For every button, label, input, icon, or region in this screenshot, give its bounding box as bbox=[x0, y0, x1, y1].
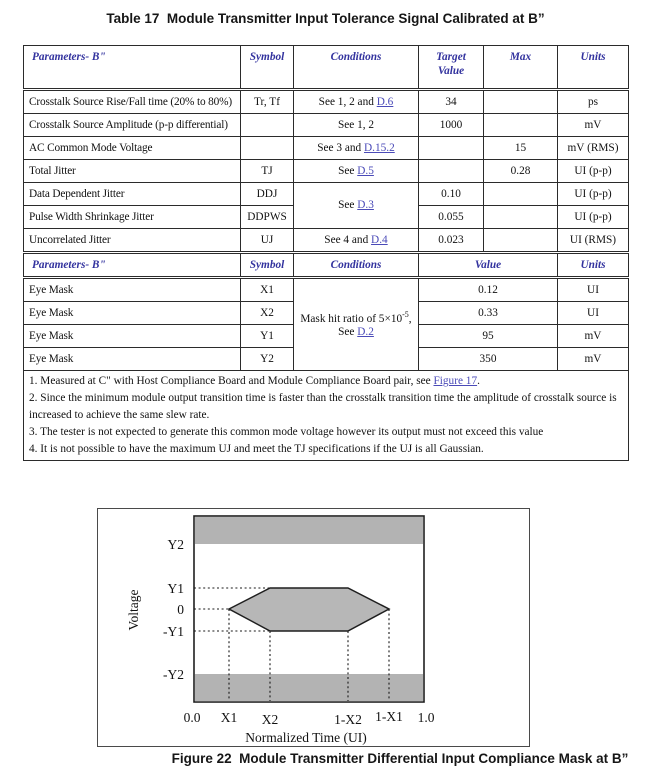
footnote-3: 3. The tester is not expected to generate this common mode voltage however its output must not exceed this value bbox=[29, 426, 544, 438]
x-tick-label: X1 bbox=[220, 710, 238, 725]
cross-ref-link[interactable]: D.5 bbox=[357, 164, 374, 177]
x-tick-label: 1-X1 bbox=[375, 709, 403, 724]
units-cell: UI (p-p) bbox=[558, 160, 629, 183]
param-cell: AC Common Mode Voltage bbox=[24, 137, 241, 160]
column-header-max: Max bbox=[484, 46, 558, 90]
param-cell: Uncorrelated Jitter bbox=[24, 229, 241, 253]
x-tick-label: 1-X2 bbox=[334, 712, 362, 727]
cross-ref-link[interactable]: D.3 bbox=[357, 199, 374, 212]
y-tick-label: -Y2 bbox=[163, 667, 184, 682]
target-cell: 0.10 bbox=[419, 183, 484, 206]
table-row bbox=[24, 229, 629, 253]
value-cell: 95 bbox=[419, 325, 558, 348]
max-cell: 0.28 bbox=[484, 160, 558, 183]
units-cell: UI (p-p) bbox=[558, 206, 629, 229]
conditions-cell: See D.5 bbox=[294, 160, 419, 183]
y-tick-label: 0 bbox=[177, 602, 184, 617]
mask-upper-band bbox=[195, 517, 423, 544]
cross-ref-link[interactable]: D.6 bbox=[376, 95, 394, 108]
units-cell: mV bbox=[558, 348, 629, 371]
value-cell: 0.33 bbox=[419, 302, 558, 325]
footnote-1: 1. Measured at C" with Host Compliance Board and Module Compliance Board pair, see Figure 17. bbox=[29, 375, 480, 387]
column-header-units: Units bbox=[558, 46, 629, 90]
units-cell: mV bbox=[558, 114, 629, 137]
target-cell: 0.023 bbox=[419, 229, 484, 253]
table-row bbox=[24, 114, 629, 137]
symbol-cell: Y2 bbox=[241, 348, 294, 371]
table-title: Table 17 Module Transmitter Input Tolerance Signal Calibrated at B” bbox=[106, 11, 545, 26]
column-header-symbol: Symbol bbox=[241, 46, 294, 90]
column-header-symbol: Symbol bbox=[241, 253, 294, 278]
column-header-units: Units bbox=[558, 253, 629, 278]
footnote-2: 2. Since the minimum module output transition time is faster than the crosstalk transition time the amplitude of crosstalk source is increased to achieve the same slew rate. bbox=[29, 392, 617, 421]
footnotes-cell bbox=[24, 371, 629, 461]
conditions-cell: See D.3 bbox=[294, 183, 419, 229]
symbol-cell: TJ bbox=[241, 160, 294, 183]
cross-ref-link[interactable]: D.15.2 bbox=[363, 141, 395, 154]
target-cell: 34 bbox=[419, 90, 484, 114]
cross-ref-link[interactable]: Figure 17 bbox=[433, 375, 478, 387]
max-cell bbox=[484, 183, 558, 206]
column-header-conditions: Conditions bbox=[294, 253, 419, 278]
figure-caption: Figure 22 Module Transmitter Differential Input Compliance Mask at B” bbox=[171, 751, 629, 766]
x-tick-label: 1.0 bbox=[417, 710, 435, 725]
units-cell: mV (RMS) bbox=[558, 137, 629, 160]
symbol-cell: X2 bbox=[241, 302, 294, 325]
units-cell: UI bbox=[558, 302, 629, 325]
target-cell: 1000 bbox=[419, 114, 484, 137]
symbol-cell bbox=[241, 114, 294, 137]
param-cell: Eye Mask bbox=[24, 278, 241, 302]
x-axis-title: Normalized Time (UI) bbox=[245, 730, 367, 745]
symbol-cell: X1 bbox=[241, 278, 294, 302]
column-header-value: Value bbox=[419, 253, 558, 278]
conditions-cell: See 3 and D.15.2 bbox=[294, 137, 419, 160]
param-cell: Crosstalk Source Amplitude (p-p differential) bbox=[24, 114, 241, 137]
max-cell: 15 bbox=[484, 137, 558, 160]
y-tick-label: -Y1 bbox=[163, 624, 184, 639]
units-cell: UI (RMS) bbox=[558, 229, 629, 253]
footnotes-row bbox=[24, 371, 629, 461]
tolerance-table bbox=[23, 45, 629, 461]
cross-ref-link[interactable]: D.2 bbox=[357, 326, 374, 339]
target-cell bbox=[419, 137, 484, 160]
units-cell: mV bbox=[558, 325, 629, 348]
figure-box bbox=[97, 508, 530, 747]
table-row bbox=[24, 137, 629, 160]
y-tick-label: Y2 bbox=[167, 537, 184, 552]
value-cell: 0.12 bbox=[419, 278, 558, 302]
max-cell bbox=[484, 229, 558, 253]
symbol-cell: UJ bbox=[241, 229, 294, 253]
column-header-target-value: Target Value bbox=[419, 46, 484, 90]
y-axis-title: Voltage bbox=[126, 589, 141, 631]
max-cell bbox=[484, 90, 558, 114]
symbol-cell: DDPWS bbox=[241, 206, 294, 229]
units-cell: UI (p-p) bbox=[558, 183, 629, 206]
units-cell: UI bbox=[558, 278, 629, 302]
table-row bbox=[24, 160, 629, 183]
table-header-row-2 bbox=[24, 253, 629, 278]
table-row bbox=[24, 278, 629, 302]
target-cell bbox=[419, 160, 484, 183]
conditions-cell: See 1, 2 bbox=[294, 114, 419, 137]
param-cell: Crosstalk Source Rise/Fall time (20% to 80%) bbox=[24, 90, 241, 114]
units-cell: ps bbox=[558, 90, 629, 114]
value-cell: 350 bbox=[419, 348, 558, 371]
table-row bbox=[24, 183, 629, 206]
symbol-cell bbox=[241, 137, 294, 160]
symbol-cell: DDJ bbox=[241, 183, 294, 206]
max-cell bbox=[484, 206, 558, 229]
column-header-parameters: Parameters- B" bbox=[24, 253, 241, 278]
table-row bbox=[24, 90, 629, 114]
param-cell: Eye Mask bbox=[24, 302, 241, 325]
target-cell: 0.055 bbox=[419, 206, 484, 229]
param-cell: Eye Mask bbox=[24, 348, 241, 371]
table-header-row-1 bbox=[24, 46, 629, 90]
x-tick-label: X2 bbox=[261, 712, 279, 727]
conditions-cell: See 4 and D.4 bbox=[294, 229, 419, 253]
compliance-mask-figure bbox=[98, 509, 529, 746]
column-header-conditions: Conditions bbox=[294, 46, 419, 90]
footnote-4: 4. It is not possible to have the maximum UJ and meet the TJ specifications if the UJ is all Gaussian. bbox=[29, 443, 484, 455]
column-header-parameters: Parameters- B" bbox=[24, 46, 241, 90]
param-cell: Total Jitter bbox=[24, 160, 241, 183]
max-cell bbox=[484, 114, 558, 137]
conditions-cell: See 1, 2 and D.6 bbox=[294, 90, 419, 114]
param-cell: Data Dependent Jitter bbox=[24, 183, 241, 206]
symbol-cell: Tr, Tf bbox=[241, 90, 294, 114]
symbol-cell: Y1 bbox=[241, 325, 294, 348]
param-cell: Pulse Width Shrinkage Jitter bbox=[24, 206, 241, 229]
cross-ref-link[interactable]: D.4 bbox=[371, 233, 388, 246]
conditions-cell: Mask hit ratio of $5\times 10^{-5}$, See D.2 bbox=[294, 278, 419, 371]
y-tick-label: Y1 bbox=[167, 581, 184, 596]
x-tick-label: 0.0 bbox=[183, 710, 201, 725]
param-cell: Eye Mask bbox=[24, 325, 241, 348]
